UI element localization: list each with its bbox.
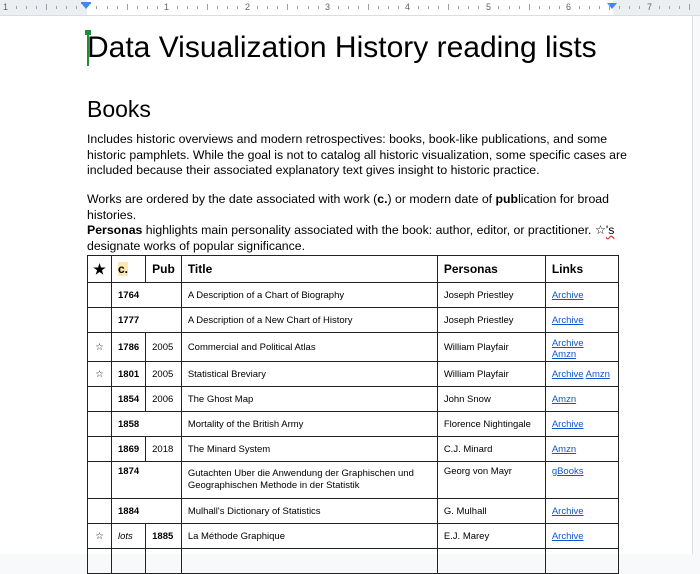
intro-paragraph: Includes historic overviews and modern retrospectives: books, book-like publications, and some historic pamphlets. While the goal is not to catalog all historic visualization, some specific cases are included because their associated explanatory text gives insight to historic practice.: [87, 132, 627, 177]
ruler-label: 1: [3, 2, 9, 12]
title-cell: [181, 549, 437, 574]
ruler-tick: [157, 6, 158, 9]
ruler-tick: [277, 6, 278, 9]
star-cell: [88, 549, 112, 574]
persona-cell: E.J. Marey: [437, 524, 545, 549]
archive-link[interactable]: Archive: [551, 418, 584, 430]
ruler-tick: [589, 6, 590, 9]
document-title: Data Visualization History reading lists: [87, 31, 597, 64]
text: ) or modern date of: [387, 192, 496, 206]
links-cell: [545, 499, 618, 524]
table-row: [88, 412, 619, 437]
persona-cell: Florence Nightingale: [437, 412, 545, 437]
persona-cell: Joseph Priestley: [437, 308, 545, 333]
header-title: Title: [181, 256, 437, 283]
ruler-tick: [669, 6, 670, 9]
pub-cell: 2005: [146, 333, 182, 362]
persona-cell: [437, 549, 545, 574]
ruler-tick: [36, 6, 37, 9]
archive-link[interactable]: Archive: [551, 505, 584, 517]
c-cell: 1801: [112, 362, 146, 387]
star-cell: [88, 462, 112, 499]
ruler-tick: [16, 6, 17, 9]
c-cell: 1869: [112, 437, 146, 462]
star-cell: [88, 387, 112, 412]
ruler-right-margin: [613, 0, 700, 15]
c-cell: 1854: [112, 387, 146, 412]
left-indent-marker[interactable]: [81, 3, 91, 9]
title-cell: A Description of a New Chart of History: [181, 308, 437, 333]
text: designate works of popular significance.: [87, 238, 306, 253]
table-row-partial: [88, 549, 619, 574]
star-cell: [88, 308, 112, 333]
spellcheck-flagged-text[interactable]: 's: [605, 223, 615, 237]
archive-link[interactable]: Archive: [551, 289, 584, 301]
title-cell: Gutachten Uber die Anwendung der Graphischen und Geographischen Methode in der Statistik: [181, 462, 437, 499]
highlighted-text: c.: [118, 262, 129, 276]
title-cell: La Méthode Graphique: [181, 524, 437, 549]
bold-text: c.: [377, 192, 388, 206]
ruler-tick: [96, 6, 97, 9]
ruler-tick: [46, 4, 47, 10]
table-row: [88, 524, 619, 549]
ruler-tick: [418, 6, 419, 9]
star-cell: [88, 283, 112, 308]
title-cell: Mulhall's Dictionary of Statistics: [181, 499, 437, 524]
ruler-tick: [458, 6, 459, 9]
amazon-link[interactable]: Amzn: [551, 349, 577, 360]
outline-star-icon: ☆: [594, 223, 606, 237]
ruler-tick: [117, 6, 118, 9]
ruler-tick: [107, 6, 108, 9]
links-cell: [545, 549, 618, 574]
ruler-label: 2: [245, 2, 251, 12]
ruler-tick: [76, 6, 77, 9]
links-cell: [545, 387, 618, 412]
ruler-tick: [639, 6, 640, 9]
persona-cell: William Playfair: [437, 333, 545, 362]
text: lication for broad histories.: [87, 192, 609, 222]
ruler-label: 5: [486, 2, 492, 12]
google-books-link[interactable]: gBooks: [551, 466, 584, 477]
ruler-tick: [388, 6, 389, 9]
ruler-label: 1: [164, 2, 170, 12]
c-cell: 1884: [112, 499, 182, 524]
ruler-tick: [659, 6, 660, 9]
links-cell: [545, 412, 618, 437]
outline-star-icon: ☆: [88, 524, 112, 549]
ruler-tick: [428, 6, 429, 9]
links-cell: [545, 333, 618, 362]
bold-text: Personas: [87, 223, 143, 237]
pub-cell: 2006: [146, 387, 182, 412]
header-links: Links: [545, 256, 618, 283]
table-row: [88, 362, 619, 387]
links-cell: [545, 308, 618, 333]
text: highlights main personality associated with the book: author, editor, or practitioner.: [142, 223, 595, 237]
c-cell: 1777: [112, 308, 182, 333]
ruler-label: 4: [405, 2, 411, 12]
title-cell: Statistical Breviary: [181, 362, 437, 387]
ruler-tick: [297, 6, 298, 9]
header-star-icon: ★: [88, 256, 112, 283]
outline-star-icon: ☆: [88, 362, 112, 387]
persona-cell: C.J. Minard: [437, 437, 545, 462]
header-personas: Personas: [437, 256, 545, 283]
ruler-tick: [237, 6, 238, 9]
ruler-tick: [66, 6, 67, 9]
persona-cell: William Playfair: [437, 362, 545, 387]
ruler-label: 6: [566, 2, 572, 12]
c-cell: [112, 549, 146, 574]
persona-cell: John Snow: [437, 387, 545, 412]
ruler-tick: [599, 6, 600, 9]
c-cell: lots: [112, 524, 146, 549]
ruler-tick: [549, 6, 550, 9]
ruler-tick: [398, 6, 399, 9]
c-cell: 1858: [112, 412, 182, 437]
header-pub: Pub: [146, 256, 182, 283]
archive-link[interactable]: Archive: [551, 338, 584, 349]
ruler-tick: [257, 6, 258, 9]
section-heading: Books: [87, 96, 151, 122]
links-cell: [545, 437, 618, 462]
ruler-tick: [127, 4, 128, 10]
ruler-tick: [207, 4, 208, 10]
links-cell: [545, 462, 618, 499]
ruler-tick: [267, 6, 268, 9]
table-row: [88, 387, 619, 412]
ruler-tick: [287, 4, 288, 10]
ruler-tick: [147, 6, 148, 9]
ruler-tick: [679, 6, 680, 9]
bold-text: pub: [495, 192, 519, 206]
amazon-link[interactable]: Amzn: [551, 393, 577, 405]
c-cell: 1786: [112, 333, 146, 362]
ruler-tick: [559, 6, 560, 9]
pub-cell: 2005: [146, 362, 182, 387]
header-c: [112, 256, 146, 283]
ruler-tick: [348, 6, 349, 9]
text: Works are ordered by the date associated with work (: [87, 192, 378, 206]
links-cell: [545, 524, 618, 549]
outline-star-icon: ☆: [88, 333, 112, 362]
ruler-label: 7: [647, 2, 653, 12]
c-cell: 1764: [112, 283, 182, 308]
ruler-tick: [509, 6, 510, 9]
table-row: [88, 462, 619, 499]
table-row: [88, 333, 619, 362]
pub-cell: 1885: [146, 524, 182, 549]
table-row: [88, 437, 619, 462]
archive-link[interactable]: Archive: [551, 530, 584, 542]
ruler-tick: [448, 4, 449, 10]
title-cell: Commercial and Political Atlas: [181, 333, 437, 362]
ruler-tick: [619, 6, 620, 9]
title-cell: A Description of a Chart of Biography: [181, 283, 437, 308]
table-row: [88, 308, 619, 333]
ruler-tick: [498, 6, 499, 9]
archive-link[interactable]: Archive: [551, 314, 584, 326]
ruler-tick: [227, 6, 228, 9]
table-row: [88, 283, 619, 308]
ruler-tick: [217, 6, 218, 9]
ruler-tick: [689, 4, 690, 10]
ruler-tick: [197, 6, 198, 9]
ruler-tick: [478, 6, 479, 9]
star-cell: [88, 412, 112, 437]
amazon-link[interactable]: Amzn: [551, 443, 577, 455]
links-cell: [545, 283, 618, 308]
table-row: [88, 499, 619, 524]
archive-link[interactable]: Archive: [551, 368, 584, 380]
star-cell: [88, 437, 112, 462]
ruler-tick: [468, 6, 469, 9]
title-cell: The Minard System: [181, 437, 437, 462]
ruler-tick: [579, 6, 580, 9]
star-cell: [88, 499, 112, 524]
ruler-tick: [26, 6, 27, 9]
ruler-tick: [609, 4, 610, 10]
pub-cell: [146, 549, 182, 574]
persona-cell: Joseph Priestley: [437, 283, 545, 308]
ruler-tick: [438, 6, 439, 9]
ruler-tick: [529, 4, 530, 10]
pub-cell: 2018: [146, 437, 182, 462]
ruler-left-margin: [0, 0, 87, 15]
ruler-tick: [177, 6, 178, 9]
table-header-row: [88, 256, 619, 283]
ruler-label: 3: [325, 2, 331, 12]
persona-cell: G. Mulhall: [437, 499, 545, 524]
title-cell: Mortality of the British Army: [181, 412, 437, 437]
title-cell: The Ghost Map: [181, 387, 437, 412]
books-table: [87, 255, 619, 574]
links-cell: [545, 362, 618, 387]
ruler-tick: [519, 6, 520, 9]
ruler-tick: [187, 6, 188, 9]
ruler-tick: [137, 6, 138, 9]
c-cell: 1874: [112, 462, 182, 499]
ruler-tick: [629, 6, 630, 9]
ruler-tick: [318, 6, 319, 9]
ruler-tick: [378, 6, 379, 9]
ruler-tick: [308, 6, 309, 9]
horizontal-ruler[interactable]: [0, 0, 700, 16]
amazon-link[interactable]: Amzn: [585, 368, 610, 380]
ruler-tick: [56, 6, 57, 9]
ordering-paragraph: [87, 192, 627, 254]
ruler-tick: [358, 6, 359, 9]
persona-cell: Georg von Mayr: [437, 462, 545, 499]
ruler-tick: [368, 4, 369, 10]
ruler-tick: [338, 6, 339, 9]
ruler-tick: [539, 6, 540, 9]
